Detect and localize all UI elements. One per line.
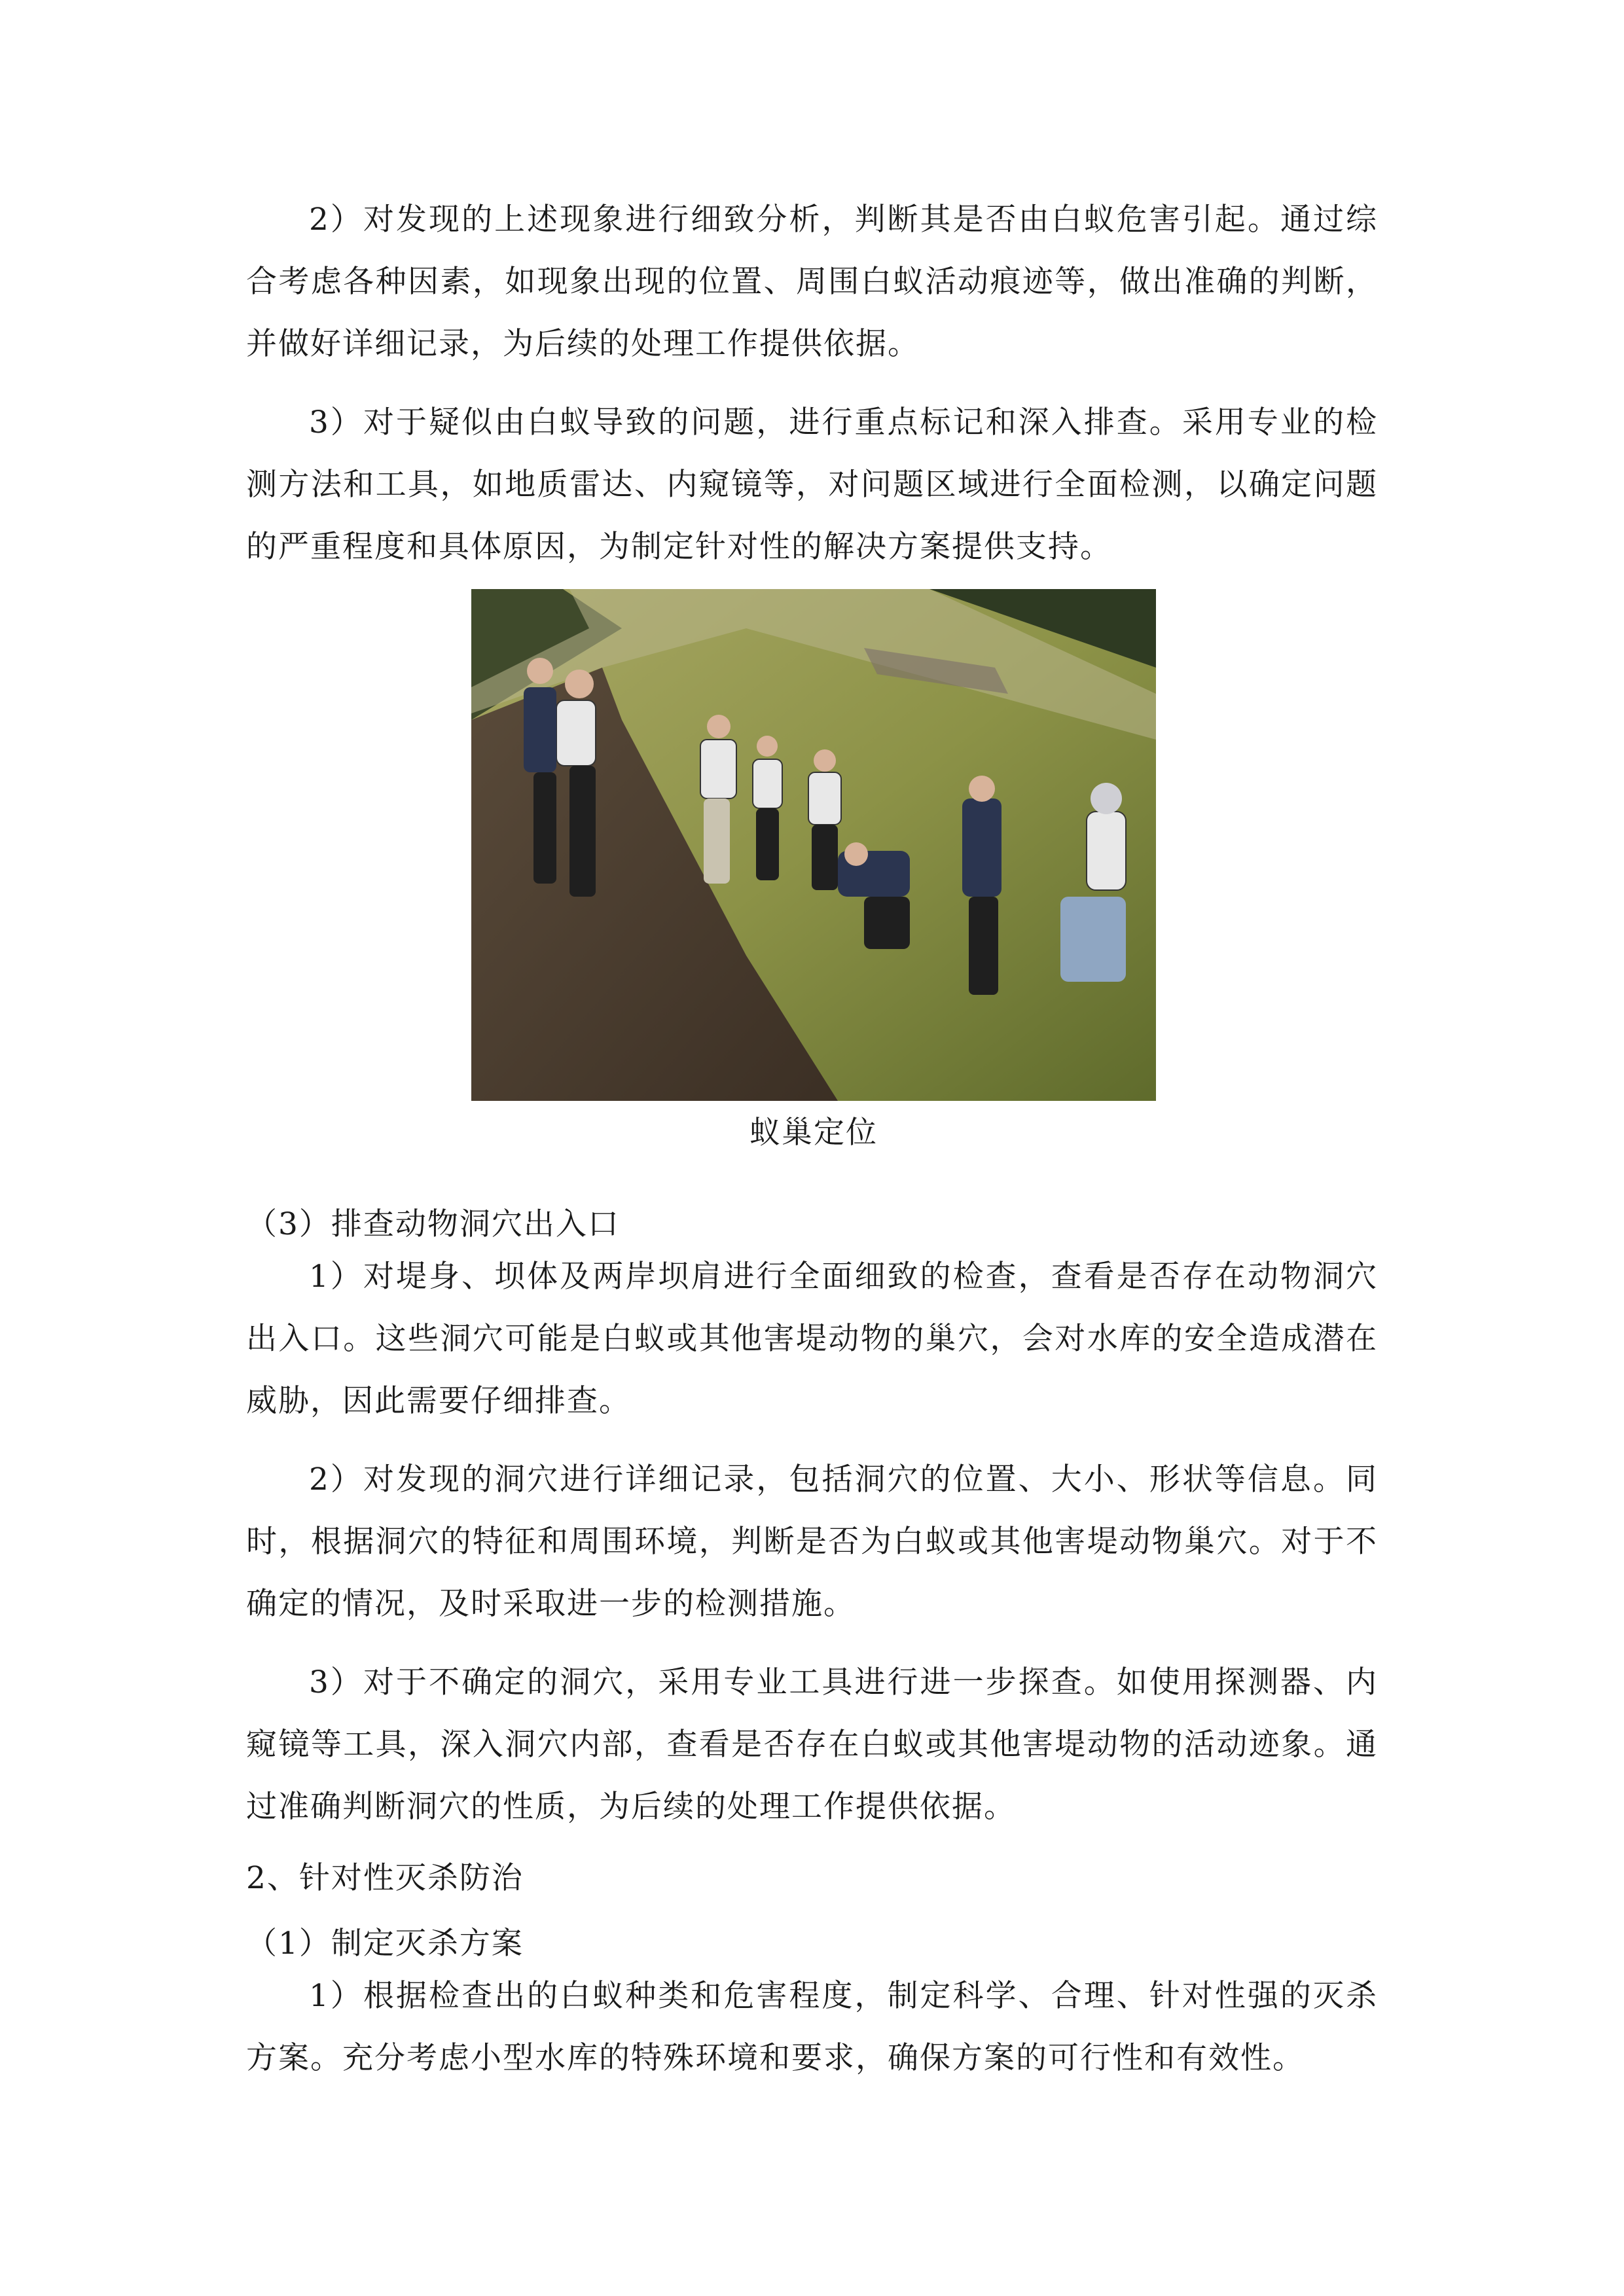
paragraph-burrow-recording: 2）对发现的洞穴进行详细记录，包括洞穴的位置、大小、形状等信息。同时，根据洞穴的特征和周围环境，判断是否为白蚁或其他害堤动物巢穴。对于不确定的情况，及时采取进一步的检测措施。 xyxy=(246,1462,1378,1622)
paragraph-analysis: 2）对发现的上述现象进行细致分析，判断其是否由白蚁危害引起。通过综合考虑各种因素，如现象出现的位置、周围白蚁活动痕迹等，做出准确的判断，并做好详细记录，为后续的处理工作提供依据。 xyxy=(246,202,1378,362)
paragraph-burrow-inspection: 1）对堤身、坝体及两岸坝肩进行全面细致的检查，查看是否存在动物洞穴出入口。这些洞穴可能是白蚁或其他害堤动物的巢穴，会对水库的安全造成潜在威胁，因此需要仔细排查。 xyxy=(246,1259,1378,1419)
photo-illustration xyxy=(471,589,1156,1101)
paragraph-extermination-plan: 1）根据检查出的白蚁种类和危害程度，制定科学、合理、针对性强的灭杀方案。充分考虑小型水库的特殊环境和要求，确保方案的可行性和有效性。 xyxy=(246,1978,1378,2076)
subsection-heading-extermination-plan: （1）制定灭杀方案 xyxy=(246,1926,524,1962)
figure-caption: 蚁巢定位 xyxy=(749,1115,878,1151)
paragraph-burrow-probing: 3）对于不确定的洞穴，采用专业工具进行进一步探查。如使用探测器、内窥镜等工具，深入洞穴内部，查看是否存在白蚁或其他害堤动物的活动迹象。通过准确判断洞穴的性质，为后续的处理工作提供依据。 xyxy=(246,1664,1378,1825)
paragraph-marking: 3）对于疑似由白蚁导致的问题，进行重点标记和深入排查。采用专业的检测方法和工具，如地质雷达、内窥镜等，对问题区域进行全面检测，以确定问题的严重程度和具体原因，为制定针对性的解决方案提供支持。 xyxy=(246,404,1378,565)
section-heading-burrow-entrances: （3）排查动物洞穴出入口 xyxy=(246,1206,620,1242)
photo-termite-nest-location xyxy=(471,589,1156,1101)
section-heading-targeted-control: 2、针对性灭杀防治 xyxy=(246,1860,524,1896)
